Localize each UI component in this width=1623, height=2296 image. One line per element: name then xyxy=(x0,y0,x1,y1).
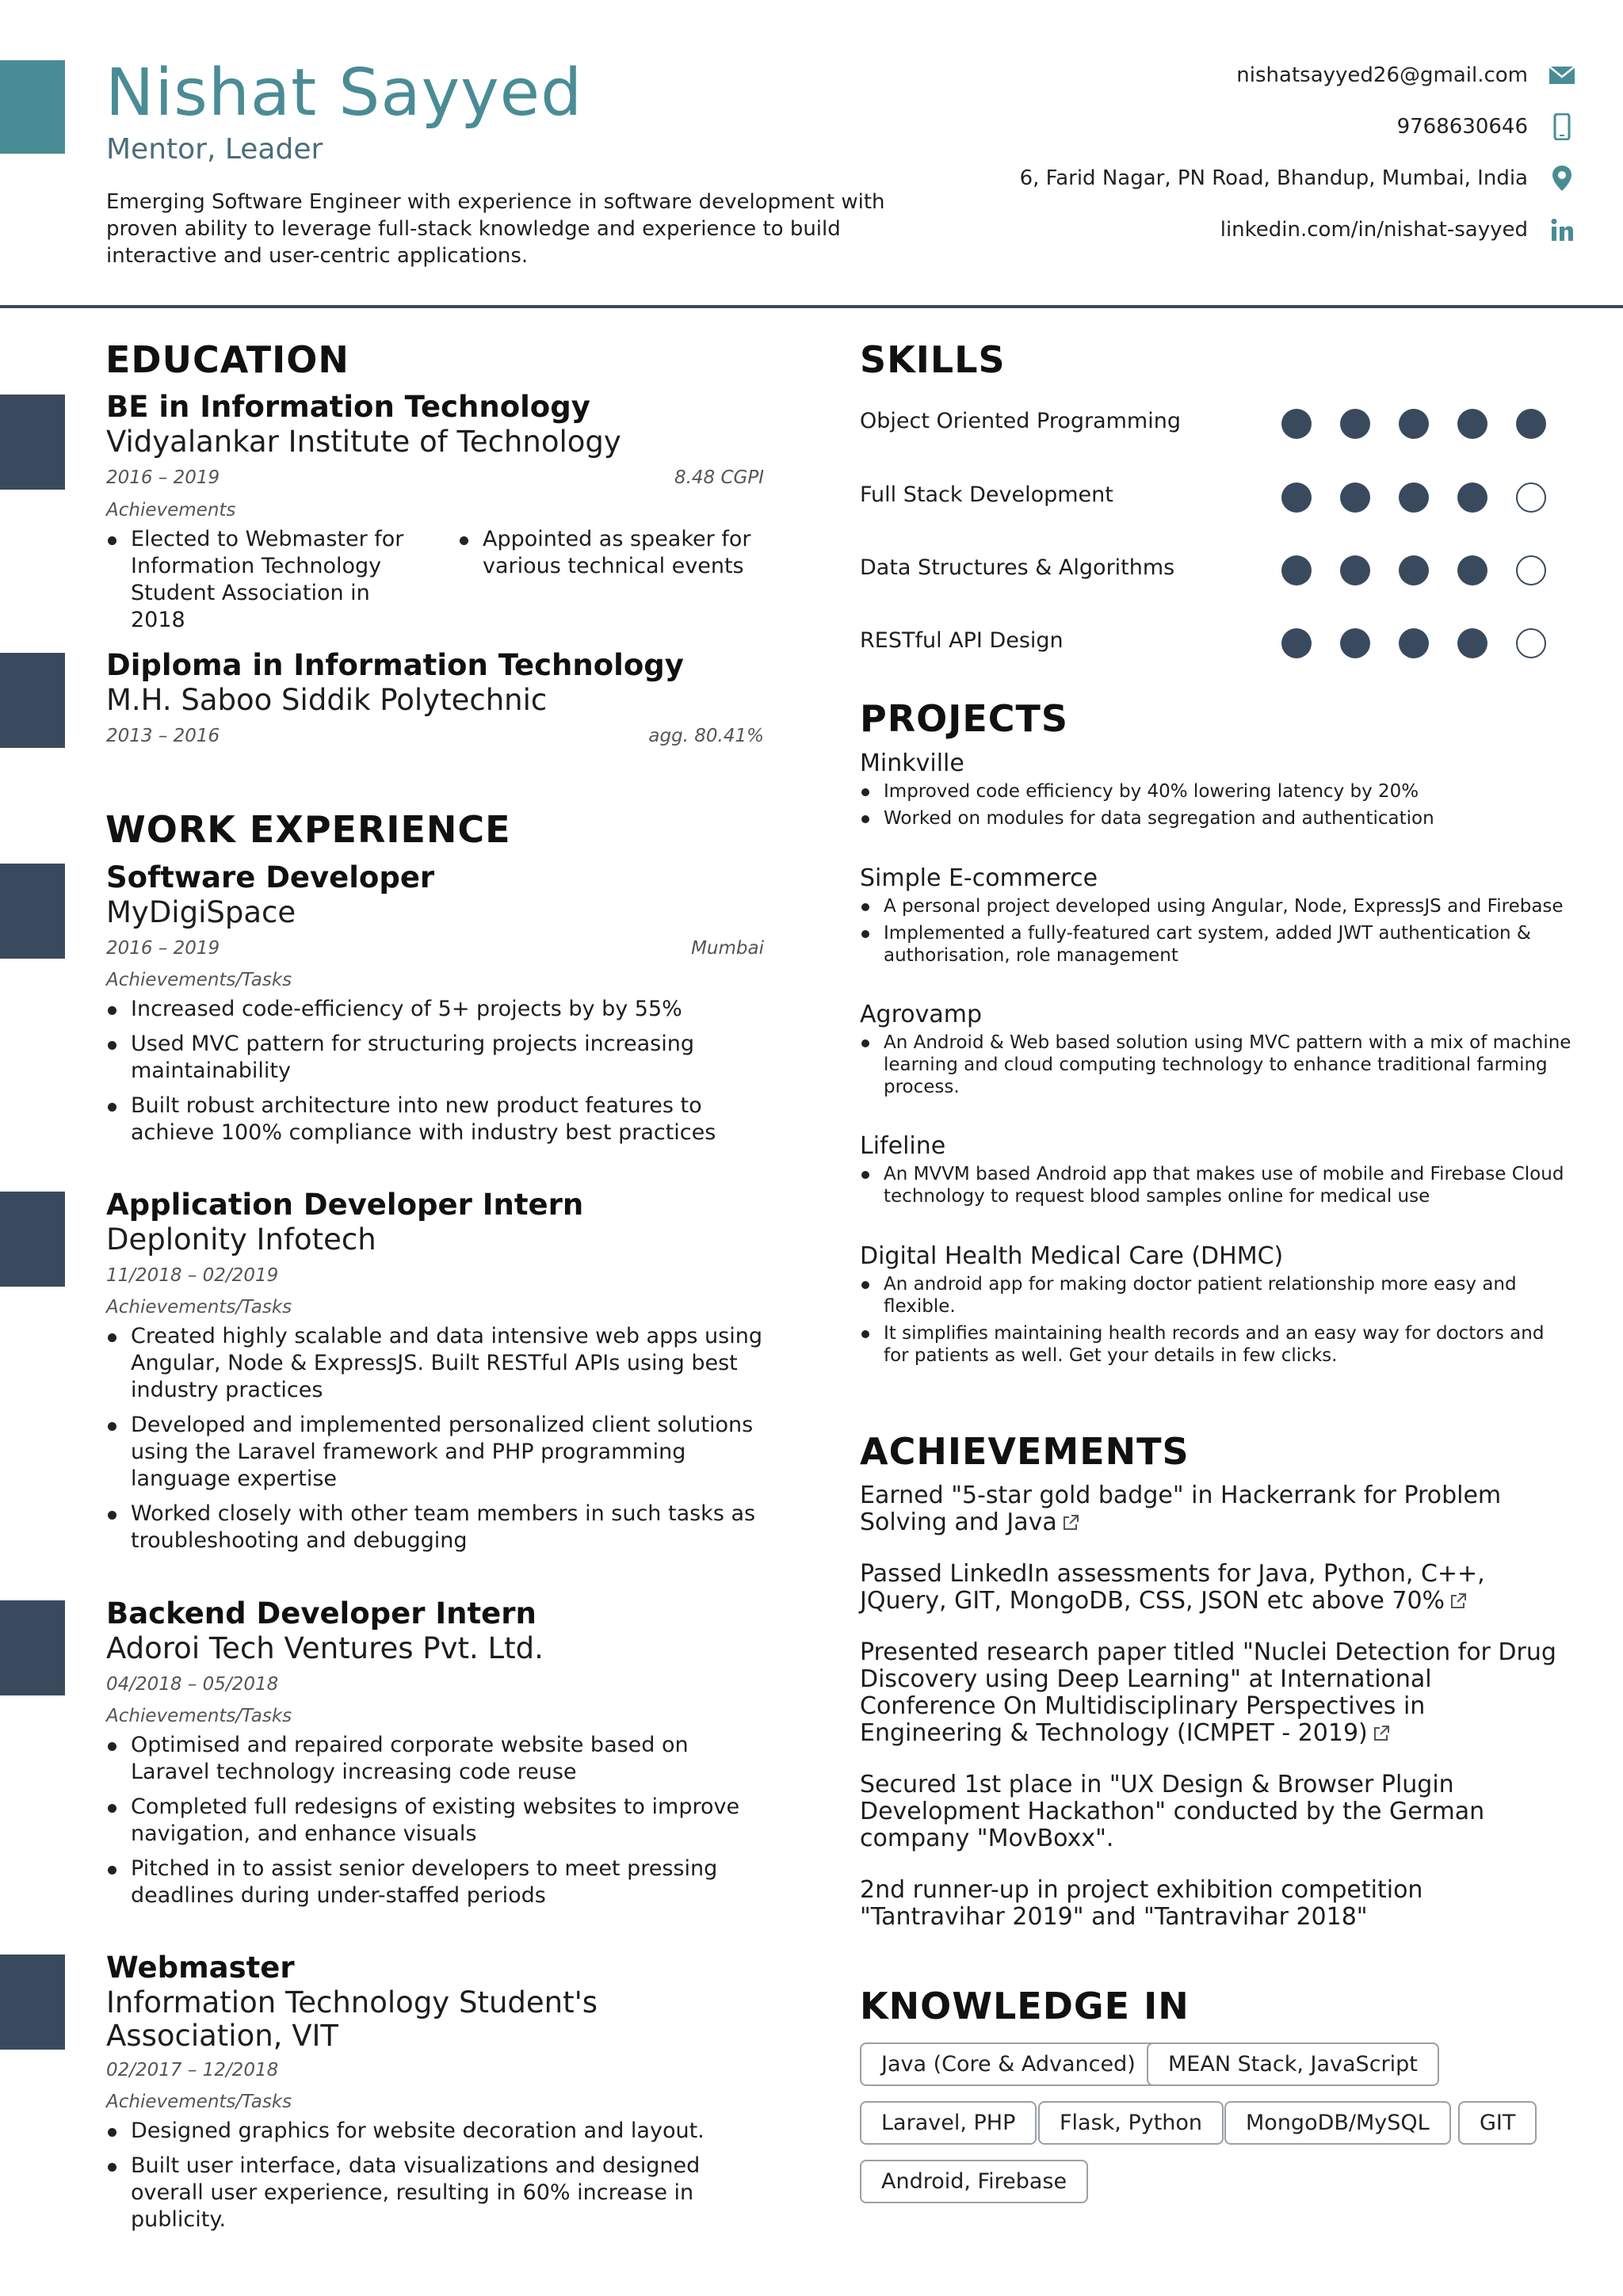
project-points xyxy=(860,1032,1573,1103)
rating-dot-empty xyxy=(1516,555,1546,585)
rating-dot-filled xyxy=(1281,555,1312,585)
contact-phone[interactable] xyxy=(1397,113,1575,140)
work-item-marker xyxy=(0,1955,65,2050)
achievement-item xyxy=(860,1482,1573,1538)
list-item: Pitched in to assist senior developers to meet pressing deadlines during under-staffed periods xyxy=(106,1855,772,1909)
phone-icon xyxy=(1549,113,1575,140)
list-item: Increased code-efficiency of 5+ projects by by 55% xyxy=(106,996,772,1023)
rating-dot-filled xyxy=(1399,555,1429,585)
list-item: Built robust architecture into new product features to achieve 100% compliance with industry best practices xyxy=(106,1093,772,1146)
work-tasks-list xyxy=(106,2118,772,2241)
achievement-item xyxy=(860,1877,1573,1931)
rating-dot-empty xyxy=(1516,628,1546,658)
project-name: Digital Health Medical Care (DHMC) xyxy=(860,1242,1284,1270)
list-item: An android app for making doctor patient relationship more easy and flexible. xyxy=(860,1273,1573,1318)
external-link-icon[interactable] xyxy=(1062,1511,1079,1538)
work-company: Information Technology Student's Association, VIT xyxy=(106,1985,598,2053)
education-title: EDUCATION xyxy=(105,338,349,381)
linkedin-text: linkedin.com/in/nishat-sayyed xyxy=(1220,218,1528,242)
work-tasks-label: Achievements/Tasks xyxy=(106,970,292,990)
rating-dot-filled xyxy=(1281,482,1312,513)
list-item: Implemented a fully-featured cart system, added JWT authentication & authorisation, role management xyxy=(860,922,1573,967)
work-item-marker xyxy=(0,1600,65,1695)
work-dates: 11/2018 – 02/2019 xyxy=(106,1265,279,1286)
rating-dot-filled xyxy=(1281,628,1312,658)
achievement-item xyxy=(860,1639,1573,1749)
work-role: Application Developer Intern xyxy=(106,1188,584,1222)
rating-dot-filled xyxy=(1340,628,1370,658)
project-name: Lifeline xyxy=(860,1132,946,1160)
project-points xyxy=(860,895,1573,971)
skills-title: SKILLS xyxy=(860,338,1006,381)
work-tasks-label: Achievements/Tasks xyxy=(106,1297,292,1318)
work-role: Backend Developer Intern xyxy=(106,1596,537,1630)
email-text: nishatsayyed26@gmail.com xyxy=(1236,63,1528,87)
achievement-text: Earned "5-star gold badge" in Hackerrank for Problem Solving and Java xyxy=(860,1482,1502,1536)
work-dates: 04/2018 – 05/2018 xyxy=(106,1674,279,1695)
achievements-title: ACHIEVEMENTS xyxy=(860,1430,1190,1473)
skill-rating xyxy=(1281,555,1575,585)
work-tasks-label: Achievements/Tasks xyxy=(106,1706,292,1726)
education-degree: BE in Information Technology xyxy=(106,390,590,424)
linkedin-icon xyxy=(1549,216,1575,243)
knowledge-tag: Laravel, PHP xyxy=(860,2101,1037,2145)
work-item-marker xyxy=(0,864,65,959)
skill-name: Full Stack Development xyxy=(860,482,1113,507)
contact-address xyxy=(1020,165,1575,192)
skill-rating xyxy=(1281,409,1575,439)
list-item: Designed graphics for website decoration and layout. xyxy=(106,2118,772,2145)
contact-email[interactable] xyxy=(1236,62,1575,89)
achievement-item xyxy=(860,1561,1573,1616)
achievement-text: Presented research paper titled "Nuclei Detection for Drug Discovery using Deep Learning" at International Conference On Multidisciplinary Perspectives in Engineering & Technology (ICMPET - 2019) xyxy=(860,1638,1556,1747)
skill-rating xyxy=(1281,628,1575,658)
list-item: A personal project developed using Angular, Node, ExpressJS and Firebase xyxy=(860,895,1573,917)
education-dates: 2013 – 2016 xyxy=(106,726,220,746)
project-points xyxy=(860,780,1573,834)
list-item: Built user interface, data visualizations and designed overall user experience, resulting in 60% increase in publicity. xyxy=(106,2153,772,2233)
achievement-item xyxy=(860,1772,1573,1852)
education-achievements-label: Achievements xyxy=(106,500,236,521)
knowledge-tag: GIT xyxy=(1458,2101,1537,2145)
list-item: Created highly scalable and data intensive web apps using Angular, Node & ExpressJS. Built RESTful APIs using best industry practices xyxy=(106,1323,772,1404)
contact-linkedin[interactable] xyxy=(1220,216,1575,243)
work-tasks-list xyxy=(106,1323,772,1562)
education-school: Vidyalankar Institute of Technology xyxy=(106,425,621,459)
list-item: Completed full redesigns of existing websites to improve navigation, and enhance visuals xyxy=(106,1794,772,1848)
project-points xyxy=(860,1273,1573,1371)
knowledge-tag: MongoDB/MySQL xyxy=(1224,2101,1451,2145)
list-item: Appointed as speaker for various technical events xyxy=(458,526,767,580)
list-item: An MVVM based Android app that makes use of mobile and Firebase Cloud technology to request blood samples online for medical use xyxy=(860,1163,1573,1207)
work-company: Deplonity Infotech xyxy=(106,1222,376,1257)
list-item: Elected to Webmaster for Information Technology Student Association in 2018 xyxy=(106,526,431,634)
candidate-subtitle: Mentor, Leader xyxy=(106,133,323,166)
knowledge-title: KNOWLEDGE IN xyxy=(860,1985,1190,2027)
work-company: MyDigiSpace xyxy=(106,895,296,929)
knowledge-tag: MEAN Stack, JavaScript xyxy=(1147,2042,1439,2086)
rating-dot-filled xyxy=(1399,409,1429,439)
education-item-marker xyxy=(0,395,65,490)
list-item: Optimised and repaired corporate website based on Laravel technology increasing code reuse xyxy=(106,1732,772,1786)
candidate-name: Nishat Sayyed xyxy=(105,55,583,131)
education-achievements-list-right xyxy=(458,526,767,588)
education-school: M.H. Saboo Siddik Polytechnic xyxy=(106,683,548,717)
knowledge-tag: Flask, Python xyxy=(1038,2101,1224,2145)
education-dates: 2016 – 2019 xyxy=(106,467,220,488)
skill-rating xyxy=(1281,482,1575,513)
project-points xyxy=(860,1163,1573,1212)
list-item: Developed and implemented personalized client solutions using the Laravel framework and PHP programming language expertise xyxy=(106,1412,772,1493)
projects-title: PROJECTS xyxy=(860,697,1069,740)
knowledge-tag: Android, Firebase xyxy=(860,2160,1088,2203)
rating-dot-empty xyxy=(1516,482,1546,513)
rating-dot-filled xyxy=(1457,409,1487,439)
work-dates: 02/2017 – 12/2018 xyxy=(106,2060,279,2081)
project-name: Simple E-commerce xyxy=(860,864,1098,892)
education-degree: Diploma in Information Technology xyxy=(106,648,684,682)
education-achievements-list-left xyxy=(106,526,431,642)
list-item: An Android & Web based solution using MVC pattern with a mix of machine learning and cloud computing technology to enhance traditional farming process. xyxy=(860,1032,1573,1098)
project-name: Agrovamp xyxy=(860,1001,982,1028)
header-divider xyxy=(0,305,1623,308)
list-item: Improved code efficiency by 40% lowering latency by 20% xyxy=(860,780,1573,803)
work-dates: 2016 – 2019 xyxy=(106,938,220,959)
rating-dot-filled xyxy=(1340,409,1370,439)
list-item: Used MVC pattern for structuring projects increasing maintainability xyxy=(106,1031,772,1085)
header-accent-bar xyxy=(0,60,65,154)
achievement-text: 2nd runner-up in project exhibition competition "Tantravihar 2019" and "Tantravihar 2018" xyxy=(860,1876,1423,1931)
address-text: 6, Farid Nagar, PN Road, Bhandup, Mumbai, India xyxy=(1019,166,1528,190)
rating-dot-filled xyxy=(1281,409,1312,439)
work-tasks-list xyxy=(106,1732,772,1917)
skill-name: Data Structures & Algorithms xyxy=(860,555,1175,580)
education-score: agg. 80.41% xyxy=(648,726,764,746)
work-role: Software Developer xyxy=(106,860,435,894)
rating-dot-filled xyxy=(1457,628,1487,658)
work-experience-title: WORK EXPERIENCE xyxy=(105,808,511,851)
knowledge-tag: Java (Core & Advanced) xyxy=(860,2042,1157,2086)
work-company: Adoroi Tech Ventures Pvt. Ltd. xyxy=(106,1631,544,1665)
external-link-icon[interactable] xyxy=(1449,1589,1467,1616)
work-location: Mumbai xyxy=(691,938,764,959)
project-name: Minkville xyxy=(860,749,964,777)
phone-text: 9768630646 xyxy=(1396,115,1528,139)
achievement-text: Passed LinkedIn assessments for Java, Python, C++, JQuery, GIT, MongoDB, CSS, JSON etc above 70% xyxy=(860,1560,1485,1615)
skill-name: Object Oriented Programming xyxy=(860,409,1181,433)
work-item-marker xyxy=(0,1192,65,1287)
rating-dot-filled xyxy=(1457,482,1487,513)
work-tasks-label: Achievements/Tasks xyxy=(106,2092,292,2112)
list-item: Worked closely with other team members in such tasks as troubleshooting and debugging xyxy=(106,1501,772,1554)
rating-dot-filled xyxy=(1516,409,1546,439)
education-score: 8.48 CGPI xyxy=(674,467,764,488)
list-item: It simplifies maintaining health records and an easy way for doctors and for patients as well. Get your details in few clicks. xyxy=(860,1322,1573,1367)
rating-dot-filled xyxy=(1399,482,1429,513)
rating-dot-filled xyxy=(1340,555,1370,585)
work-role: Webmaster xyxy=(106,1951,295,1985)
summary-text: Emerging Software Engineer with experience in software development with proven ability to leverage full-stack knowledge and experience to build interactive and user-centric applications. xyxy=(106,190,885,268)
rating-dot-filled xyxy=(1399,628,1429,658)
work-tasks-list xyxy=(106,996,772,1154)
education-item-marker xyxy=(0,653,65,748)
list-item: Worked on modules for data segregation and authentication xyxy=(860,807,1573,830)
external-link-icon[interactable] xyxy=(1373,1722,1390,1749)
rating-dot-filled xyxy=(1457,555,1487,585)
achievement-text: Secured 1st place in "UX Design & Browser Plugin Development Hackathon" conducted by the German company "MovBoxx". xyxy=(860,1771,1485,1852)
skill-name: RESTful API Design xyxy=(860,628,1064,653)
rating-dot-filled xyxy=(1340,482,1370,513)
mail-icon xyxy=(1549,62,1575,89)
location-pin-icon xyxy=(1549,165,1575,192)
